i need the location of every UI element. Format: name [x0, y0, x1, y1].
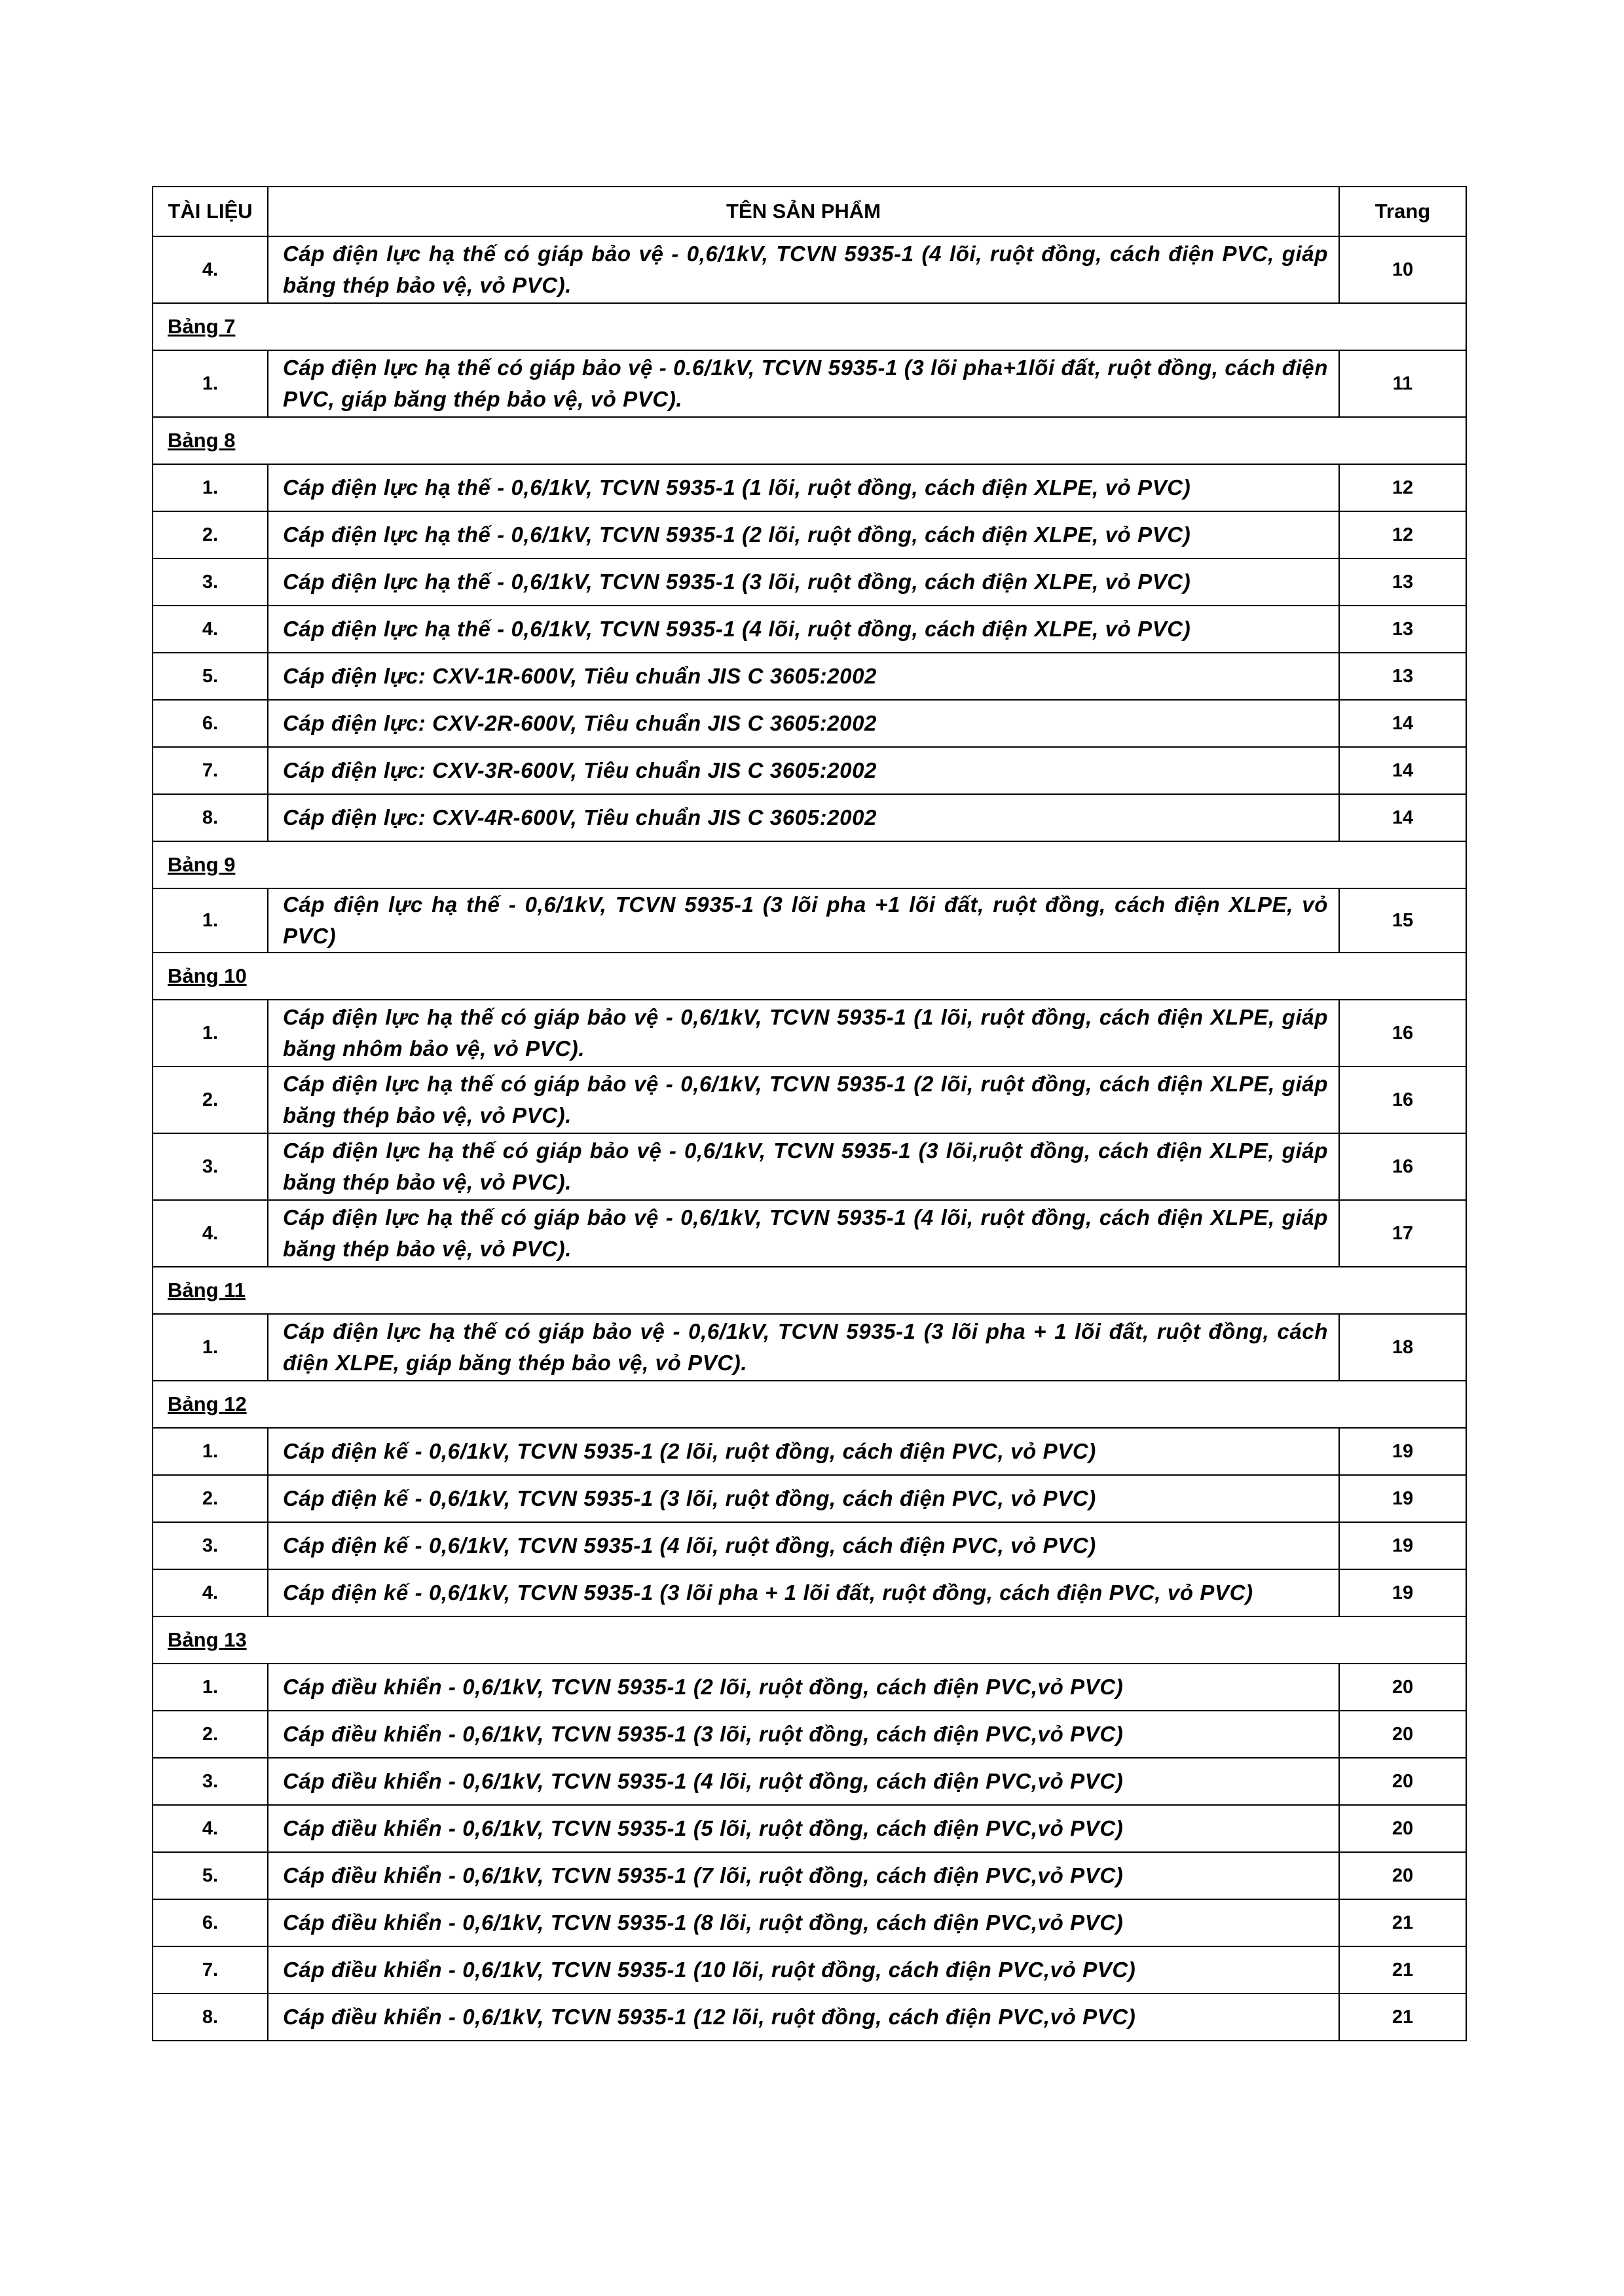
page-number: 19	[1339, 1569, 1466, 1616]
page-number: 20	[1339, 1758, 1466, 1805]
page-number: 17	[1339, 1200, 1466, 1267]
table-row	[153, 1994, 1466, 2041]
row-number: 7.	[153, 1946, 268, 1994]
product-table	[152, 186, 1467, 2041]
page-number: 19	[1339, 1475, 1466, 1522]
table-row	[153, 558, 1466, 606]
product-name: Cáp điện lực hạ thế - 0,6/1kV, TCVN 5935-1 (1 lõi, ruột đồng, cách điện XLPE, vỏ PVC)	[268, 464, 1339, 511]
section-row	[153, 1381, 1466, 1428]
row-number: 6.	[153, 1899, 268, 1946]
row-number: 2.	[153, 1711, 268, 1758]
table-row	[153, 794, 1466, 841]
product-name: Cáp điện lực: CXV-1R-600V, Tiêu chuẩn JIS C 3605:2002	[268, 653, 1339, 700]
product-name: Cáp điện kế - 0,6/1kV, TCVN 5935-1 (4 lõi, ruột đồng, cách điện PVC, vỏ PVC)	[268, 1522, 1339, 1569]
section-cell	[153, 1616, 1466, 1664]
section-label: Bảng 9	[168, 853, 236, 876]
page-number: 13	[1339, 558, 1466, 606]
product-name: Cáp điện lực hạ thế - 0,6/1kV, TCVN 5935-1 (2 lõi, ruột đồng, cách điện XLPE, vỏ PVC)	[268, 511, 1339, 558]
product-name: Cáp điện kế - 0,6/1kV, TCVN 5935-1 (3 lõi, ruột đồng, cách điện PVC, vỏ PVC)	[268, 1475, 1339, 1522]
section-cell	[153, 303, 1466, 350]
row-number: 4.	[153, 1569, 268, 1616]
product-name: Cáp điện lực: CXV-2R-600V, Tiêu chuẩn JIS C 3605:2002	[268, 700, 1339, 747]
section-cell	[153, 1267, 1466, 1314]
page-number: 19	[1339, 1522, 1466, 1569]
page-number: 21	[1339, 1899, 1466, 1946]
product-name: Cáp điện lực hạ thế - 0,6/1kV, TCVN 5935-1 (3 lõi pha +1 lõi đất, ruột đồng, cách điện XLPE, vỏ PVC)	[268, 888, 1339, 953]
page-number: 16	[1339, 1066, 1466, 1133]
row-number: 2.	[153, 511, 268, 558]
table-row	[153, 350, 1466, 417]
table-row	[153, 1758, 1466, 1805]
product-name: Cáp điều khiển - 0,6/1kV, TCVN 5935-1 (12 lõi, ruột đồng, cách điện PVC,vỏ PVC)	[268, 1994, 1339, 2041]
product-name: Cáp điện lực hạ thế có giáp bảo vệ - 0,6/1kV, TCVN 5935-1 (2 lõi, ruột đồng, cách điện XLPE, giáp băng thép bảo vệ, vỏ PVC).	[268, 1066, 1339, 1133]
section-row	[153, 953, 1466, 1000]
row-number: 1.	[153, 350, 268, 417]
table-row	[153, 1899, 1466, 1946]
product-name: Cáp điện lực hạ thế có giáp bảo vệ - 0,6/1kV, TCVN 5935-1 (3 lõi pha + 1 lõi đất, ruột đồng, cách điện XLPE, giáp băng thép bảo vệ, vỏ PVC).	[268, 1314, 1339, 1381]
page-number: 21	[1339, 1946, 1466, 1994]
product-name: Cáp điện lực hạ thế có giáp bảo vệ - 0,6/1kV, TCVN 5935-1 (1 lõi, ruột đồng, cách điện XLPE, giáp băng nhôm bảo vệ, vỏ PVC).	[268, 1000, 1339, 1066]
product-name: Cáp điện lực hạ thế có giáp bảo vệ - 0,6/1kV, TCVN 5935-1 (4 lõi, ruột đồng, cách điện PVC, giáp băng thép bảo vệ, vỏ PVC).	[268, 236, 1339, 303]
table-row	[153, 236, 1466, 303]
table-row	[153, 1946, 1466, 1994]
section-row	[153, 1616, 1466, 1664]
page-number: 15	[1339, 888, 1466, 953]
page-number: 14	[1339, 747, 1466, 794]
table-row	[153, 1522, 1466, 1569]
row-number: 5.	[153, 653, 268, 700]
page-number: 13	[1339, 606, 1466, 653]
row-number: 1.	[153, 1314, 268, 1381]
section-label: Bảng 8	[168, 429, 236, 452]
page-number: 20	[1339, 1664, 1466, 1711]
table-row	[153, 1000, 1466, 1066]
table-row	[153, 1805, 1466, 1852]
section-label: Bảng 10	[168, 964, 247, 987]
table-row	[153, 1711, 1466, 1758]
table-row	[153, 653, 1466, 700]
section-row	[153, 303, 1466, 350]
section-cell	[153, 841, 1466, 888]
section-cell	[153, 953, 1466, 1000]
table-row	[153, 1852, 1466, 1899]
page-number: 14	[1339, 700, 1466, 747]
product-name: Cáp điện kế - 0,6/1kV, TCVN 5935-1 (3 lõi pha + 1 lõi đất, ruột đồng, cách điện PVC, vỏ PVC)	[268, 1569, 1339, 1616]
section-cell	[153, 1381, 1466, 1428]
section-row	[153, 417, 1466, 464]
product-name: Cáp điều khiển - 0,6/1kV, TCVN 5935-1 (5 lõi, ruột đồng, cách điện PVC,vỏ PVC)	[268, 1805, 1339, 1852]
product-name: Cáp điều khiển - 0,6/1kV, TCVN 5935-1 (7 lõi, ruột đồng, cách điện PVC,vỏ PVC)	[268, 1852, 1339, 1899]
product-name: Cáp điều khiển - 0,6/1kV, TCVN 5935-1 (10 lõi, ruột đồng, cách điện PVC,vỏ PVC)	[268, 1946, 1339, 1994]
row-number: 3.	[153, 558, 268, 606]
row-number: 2.	[153, 1066, 268, 1133]
page-number: 18	[1339, 1314, 1466, 1381]
product-name: Cáp điện lực hạ thế - 0,6/1kV, TCVN 5935-1 (4 lõi, ruột đồng, cách điện XLPE, vỏ PVC)	[268, 606, 1339, 653]
table-header-row	[153, 187, 1466, 236]
section-label: Bảng 11	[168, 1279, 246, 1302]
row-number: 1.	[153, 888, 268, 953]
row-number: 1.	[153, 1000, 268, 1066]
product-table-body	[153, 187, 1466, 2041]
table-row	[153, 1066, 1466, 1133]
section-cell	[153, 417, 1466, 464]
product-name: Cáp điện kế - 0,6/1kV, TCVN 5935-1 (2 lõi, ruột đồng, cách điện PVC, vỏ PVC)	[268, 1428, 1339, 1475]
page-number: 20	[1339, 1852, 1466, 1899]
row-number: 1.	[153, 464, 268, 511]
table-row	[153, 511, 1466, 558]
row-number: 2.	[153, 1475, 268, 1522]
product-name: Cáp điều khiển - 0,6/1kV, TCVN 5935-1 (8 lõi, ruột đồng, cách điện PVC,vỏ PVC)	[268, 1899, 1339, 1946]
table-row	[153, 1133, 1466, 1200]
page-number: 19	[1339, 1428, 1466, 1475]
row-number: 4.	[153, 1805, 268, 1852]
row-number: 3.	[153, 1522, 268, 1569]
section-label: Bảng 13	[168, 1628, 247, 1651]
table-row	[153, 606, 1466, 653]
section-label: Bảng 12	[168, 1393, 247, 1415]
page-number: 20	[1339, 1711, 1466, 1758]
row-number: 4.	[153, 606, 268, 653]
page-number: 16	[1339, 1133, 1466, 1200]
table-row	[153, 1428, 1466, 1475]
table-row	[153, 1200, 1466, 1267]
page-number: 11	[1339, 350, 1466, 417]
page-number: 16	[1339, 1000, 1466, 1066]
table-row	[153, 1569, 1466, 1616]
header-page: Trang	[1339, 187, 1466, 236]
table-row	[153, 1664, 1466, 1711]
row-number: 3.	[153, 1133, 268, 1200]
table-row	[153, 700, 1466, 747]
row-number: 4.	[153, 236, 268, 303]
product-name: Cáp điện lực: CXV-3R-600V, Tiêu chuẩn JIS C 3605:2002	[268, 747, 1339, 794]
row-number: 6.	[153, 700, 268, 747]
product-name: Cáp điều khiển - 0,6/1kV, TCVN 5935-1 (4 lõi, ruột đồng, cách điện PVC,vỏ PVC)	[268, 1758, 1339, 1805]
row-number: 4.	[153, 1200, 268, 1267]
page-number: 13	[1339, 653, 1466, 700]
section-label: Bảng 7	[168, 315, 236, 338]
row-number: 8.	[153, 1994, 268, 2041]
row-number: 8.	[153, 794, 268, 841]
product-name: Cáp điện lực hạ thế có giáp bảo vệ - 0.6/1kV, TCVN 5935-1 (3 lõi pha+1lõi đất, ruột đồng, cách điện PVC, giáp băng thép bảo vệ, vỏ PVC).	[268, 350, 1339, 417]
table-row	[153, 464, 1466, 511]
product-name: Cáp điều khiển - 0,6/1kV, TCVN 5935-1 (3 lõi, ruột đồng, cách điện PVC,vỏ PVC)	[268, 1711, 1339, 1758]
table-row	[153, 1314, 1466, 1381]
section-row	[153, 1267, 1466, 1314]
page-number: 14	[1339, 794, 1466, 841]
product-name: Cáp điện lực hạ thế có giáp bảo vệ - 0,6/1kV, TCVN 5935-1 (4 lõi, ruột đồng, cách điện XLPE, giáp băng thép bảo vệ, vỏ PVC).	[268, 1200, 1339, 1267]
header-product-name: TÊN SẢN PHẨM	[268, 187, 1339, 236]
table-row	[153, 888, 1466, 953]
section-row	[153, 841, 1466, 888]
header-doc: TÀI LIỆU	[153, 187, 268, 236]
table-row	[153, 1475, 1466, 1522]
page-number: 12	[1339, 511, 1466, 558]
row-number: 3.	[153, 1758, 268, 1805]
product-name: Cáp điện lực: CXV-4R-600V, Tiêu chuẩn JIS C 3605:2002	[268, 794, 1339, 841]
page-number: 21	[1339, 1994, 1466, 2041]
product-name: Cáp điều khiển - 0,6/1kV, TCVN 5935-1 (2 lõi, ruột đồng, cách điện PVC,vỏ PVC)	[268, 1664, 1339, 1711]
page-number: 12	[1339, 464, 1466, 511]
page-number: 20	[1339, 1805, 1466, 1852]
product-name: Cáp điện lực hạ thế - 0,6/1kV, TCVN 5935-1 (3 lõi, ruột đồng, cách điện XLPE, vỏ PVC)	[268, 558, 1339, 606]
row-number: 7.	[153, 747, 268, 794]
row-number: 5.	[153, 1852, 268, 1899]
table-row	[153, 747, 1466, 794]
row-number: 1.	[153, 1664, 268, 1711]
product-name: Cáp điện lực hạ thế có giáp bảo vệ - 0,6/1kV, TCVN 5935-1 (3 lõi,ruột đồng, cách điện XLPE, giáp băng thép bảo vệ, vỏ PVC).	[268, 1133, 1339, 1200]
page-number: 10	[1339, 236, 1466, 303]
row-number: 1.	[153, 1428, 268, 1475]
